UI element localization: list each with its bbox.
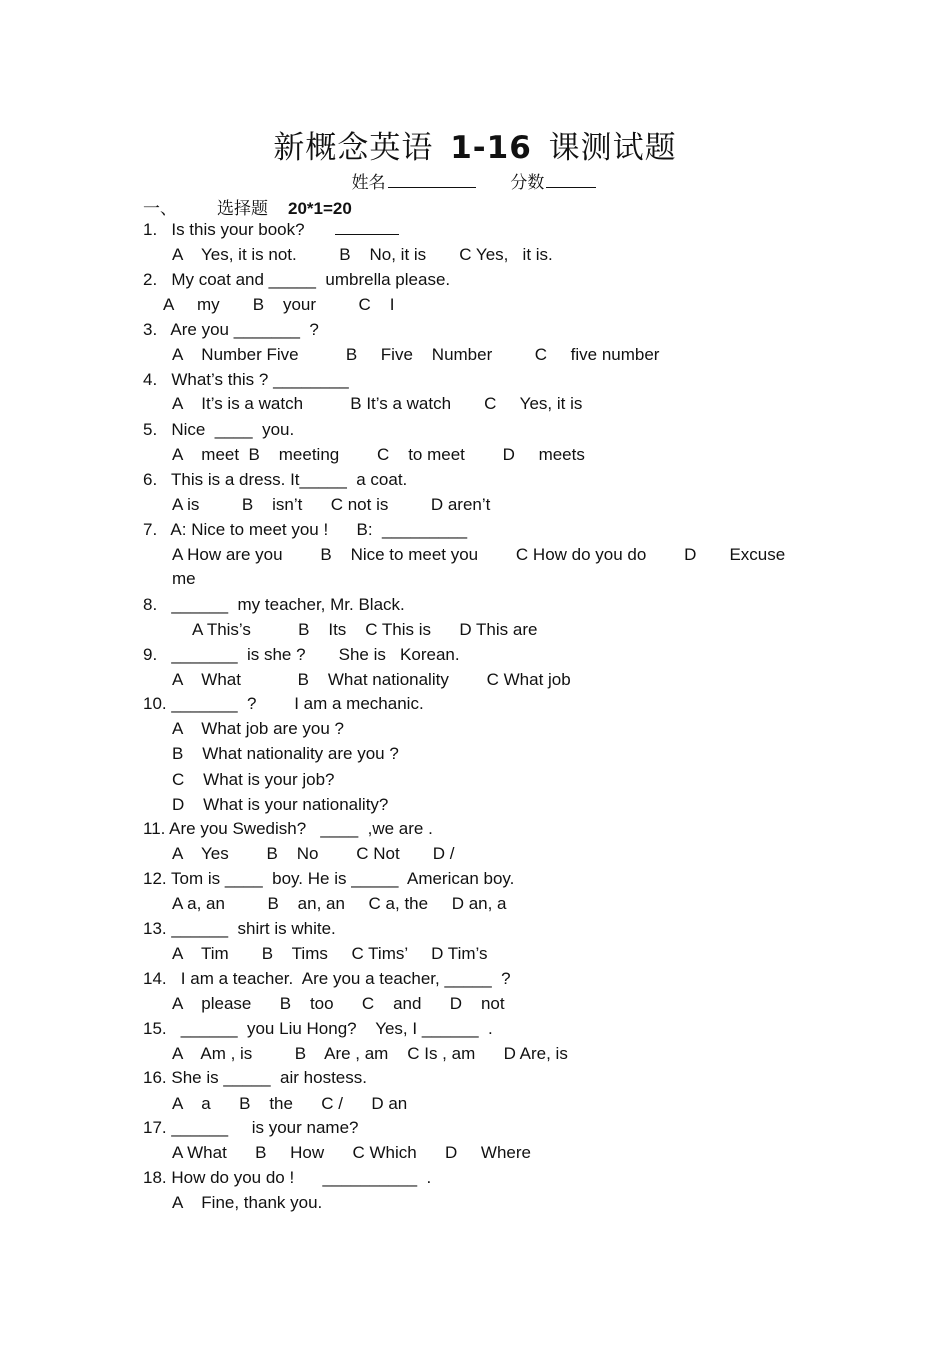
- question-line: A Tim B Tims C Tims’ D Tim’s: [172, 944, 488, 963]
- question-line: A Yes B No C Not D /: [172, 844, 455, 863]
- question-line: 15. ______ you Liu Hong? Yes, I ______ .: [143, 1019, 493, 1038]
- title-lesson-range: 1-16: [450, 130, 532, 166]
- question-line: A my B your C I: [163, 295, 395, 314]
- question-line: 14. I am a teacher. Are you a teacher, _____ ?: [143, 969, 511, 988]
- score-blank[interactable]: [546, 173, 596, 188]
- question-line: 2. My coat and _____ umbrella please.: [143, 270, 451, 289]
- name-label: 姓名: [351, 173, 386, 193]
- question-line: 9. _______ is she ? She is Korean.: [143, 645, 460, 664]
- section-label: 选择题: [217, 199, 268, 219]
- question-line: A This’s B Its C This is D This are: [192, 620, 538, 639]
- question-line: D What is your nationality?: [172, 795, 389, 814]
- question-line: 6. This is a dress. It_____ a coat.: [143, 470, 408, 489]
- question-line: A What job are you ?: [172, 719, 344, 738]
- section-heading: [143, 194, 352, 219]
- score-label: 分数: [510, 173, 545, 193]
- question-line: 7. A: Nice to meet you ! B: _________: [143, 520, 468, 539]
- question-line: A What B How C Which D Where: [172, 1143, 531, 1162]
- answer-blank[interactable]: [335, 220, 399, 235]
- question-line: 3. Are you _______ ?: [143, 320, 319, 339]
- section-scoring: 20*1=20: [288, 199, 352, 218]
- question-line: 17. ______ is your name?: [143, 1118, 359, 1137]
- question-line: 10. _______ ? I am a mechanic.: [143, 694, 424, 713]
- question-line: 12. Tom is ____ boy. He is _____ American boy.: [143, 869, 515, 888]
- question-line: A It’s is a watch B It’s a watch C Yes, it is: [172, 394, 583, 413]
- question-line: 5. Nice ____ you.: [143, 420, 295, 439]
- name-score-line: [0, 168, 950, 193]
- question-line: me: [172, 569, 196, 588]
- page-title: [0, 122, 950, 167]
- question-line: A What B What nationality C What job: [172, 670, 571, 689]
- question-line: C What is your job?: [172, 770, 335, 789]
- name-blank[interactable]: [388, 173, 476, 188]
- question-line: 13. ______ shirt is white.: [143, 919, 336, 938]
- question-line: A Number Five B Five Number C five number: [172, 345, 660, 364]
- question-line: B What nationality are you ?: [172, 744, 399, 763]
- question-line: 11. Are you Swedish? ____ ,we are .: [143, 819, 433, 838]
- question-line: 1. Is this your book?: [143, 220, 401, 240]
- question-line: A Am , is B Are , am C Is , am D Are, is: [172, 1044, 568, 1063]
- title-chinese: 新概念英语: [273, 130, 434, 166]
- question-line: A a, an B an, an C a, the D an, a: [172, 894, 507, 913]
- question-line: A Yes, it is not. B No, it is C Yes, it is.: [172, 245, 553, 264]
- question-line: A meet B meeting C to meet D meets: [172, 445, 585, 464]
- question-line: A is B isn’t C not is D aren’t: [172, 495, 491, 514]
- question-line: A How are you B Nice to meet you C How do you do D Excuse: [172, 545, 786, 564]
- question-line: A Fine, thank you.: [172, 1193, 323, 1212]
- question-line: 18. How do you do ! __________ .: [143, 1168, 432, 1187]
- title-suffix: 课测试题: [548, 130, 677, 166]
- section-number: 一、: [143, 199, 177, 219]
- question-line: 8. ______ my teacher, Mr. Black.: [143, 595, 405, 614]
- question-line: A please B too C and D not: [172, 994, 505, 1013]
- question-line: 4. What’s this ? ________: [143, 370, 349, 389]
- question-line: A a B the C / D an: [172, 1094, 408, 1113]
- question-line: 16. She is _____ air hostess.: [143, 1068, 367, 1087]
